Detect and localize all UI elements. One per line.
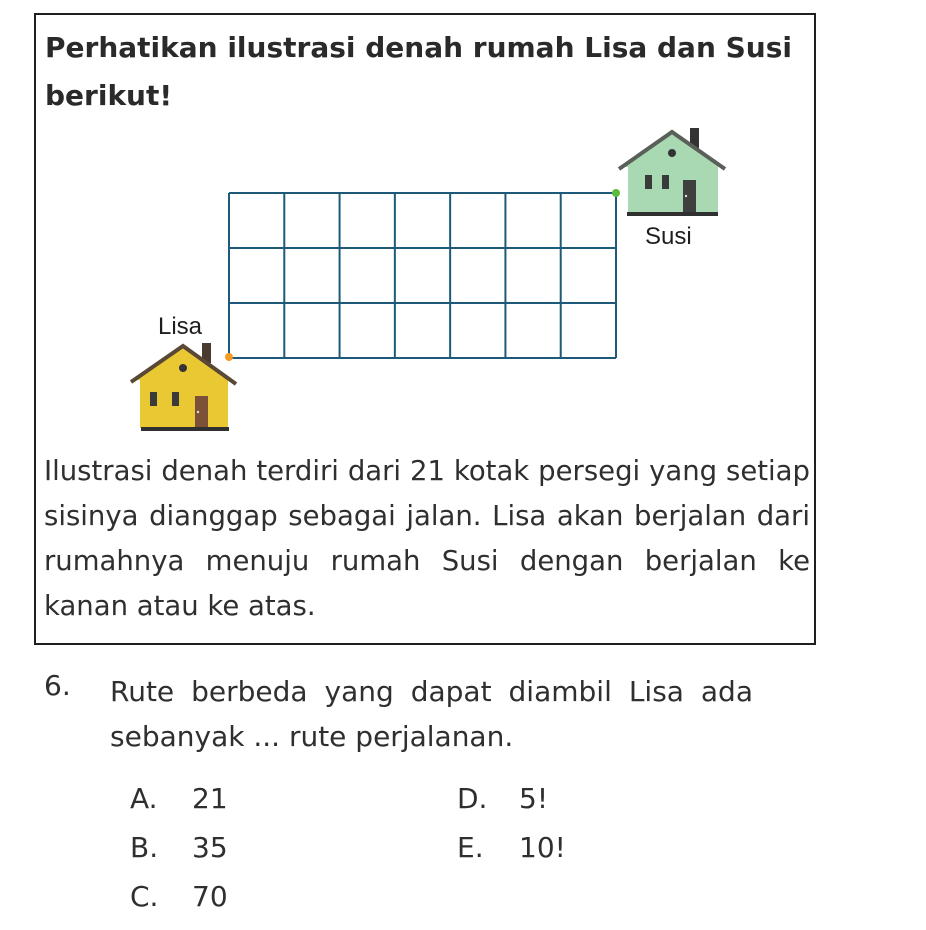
lisa-window-right (172, 392, 179, 406)
susi-window-left (645, 175, 652, 189)
lisa-label: Lisa (158, 313, 203, 340)
susi-window-right (662, 175, 669, 189)
lisa-house (131, 343, 236, 431)
option-value: 10! (519, 831, 566, 864)
susi-attic-window (668, 149, 676, 157)
street-map-illustration (0, 0, 926, 450)
option-value: 70 (192, 880, 228, 913)
lisa-door-knob (197, 411, 199, 413)
option-letter: E. (457, 831, 484, 864)
susi-house-base (627, 212, 718, 216)
option-value: 5! (519, 782, 549, 815)
question-text: Rute berbeda yang dapat diambil Lisa ada sebanyak ... rute perjalanan. (110, 675, 753, 753)
option-letter: D. (457, 782, 488, 815)
lisa-house-roof-fill (134, 347, 232, 380)
option-d[interactable] (457, 782, 548, 815)
lisa-window-left (150, 392, 157, 406)
option-c[interactable] (130, 880, 228, 913)
option-b[interactable] (130, 831, 228, 864)
option-value: 21 (192, 782, 228, 815)
lisa-attic-window (179, 364, 187, 372)
susi-door-knob (685, 195, 687, 197)
lisa-house-base (141, 427, 229, 431)
option-letter: A. (130, 782, 158, 815)
option-letter: C. (130, 880, 159, 913)
option-e[interactable] (457, 831, 566, 864)
susi-label: Susi (645, 223, 692, 250)
street-grid (229, 193, 616, 358)
problem-title: Perhatikan ilustrasi denah rumah Lisa dan Susi berikut! (45, 31, 792, 112)
problem-description: Ilustrasi denah terdiri dari 21 kotak persegi yang setiap sisinya dianggap sebagai jalan. Lisa akan berjalan dari rumahnya menuju rumah Susi dengan berjalan ke kanan atau ke atas. (44, 455, 810, 622)
option-letter: B. (130, 831, 159, 864)
option-a[interactable] (130, 782, 228, 815)
susi-house-body (628, 163, 718, 213)
lisa-start-point (225, 353, 233, 361)
susi-end-point (612, 189, 620, 197)
susi-house (619, 128, 725, 216)
option-value: 35 (192, 831, 228, 864)
question-number: 6. (44, 669, 71, 702)
